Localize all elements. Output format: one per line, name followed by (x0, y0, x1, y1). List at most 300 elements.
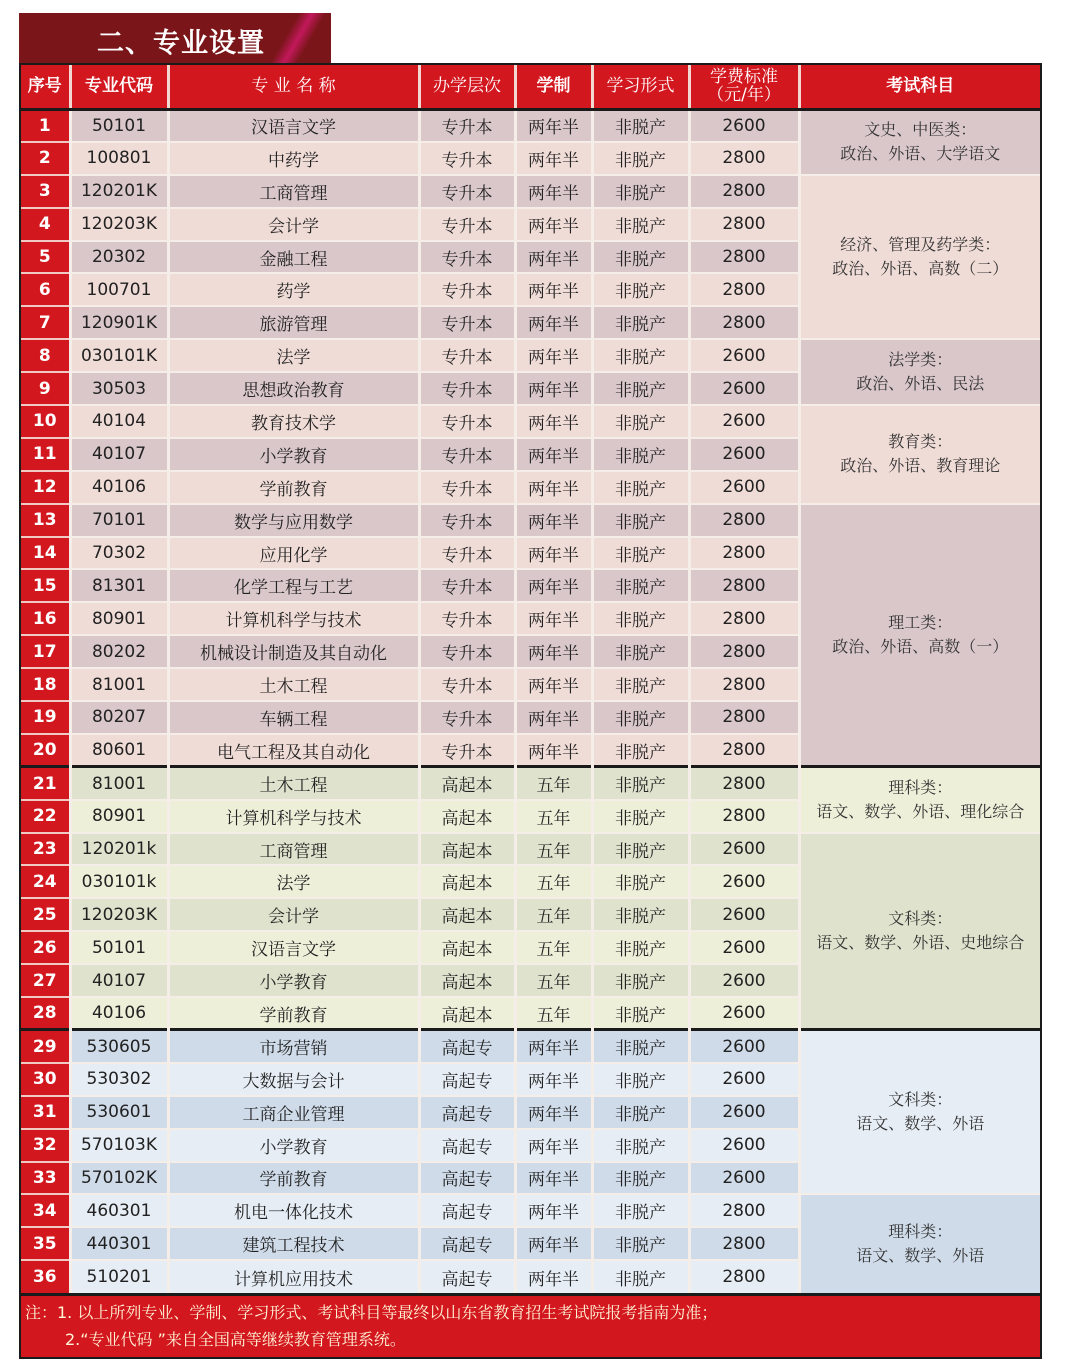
cell-form: 非脱产 (592, 701, 689, 734)
exam-category: 经济、管理及药学类： (840, 235, 1001, 254)
cell-level: 专升本 (419, 175, 515, 208)
cell-name: 思想政治教育 (168, 372, 419, 405)
exam-subjects: 政治、外语、大学语文 (840, 144, 1001, 164)
cell-name: 工商管理 (168, 175, 419, 208)
cell-code: 100701 (70, 273, 168, 306)
notes (21, 1293, 1040, 1357)
exam-category: 教育类： (888, 432, 953, 452)
exam-category: 文科类： (888, 1090, 953, 1110)
cell-seq: 35 (21, 1227, 70, 1260)
cell-fee: 2600 (689, 438, 799, 471)
table-row (21, 109, 1040, 142)
cell-code: 570102K (70, 1162, 168, 1195)
cell-level: 高起专 (419, 1194, 515, 1227)
cell-level: 专升本 (419, 471, 515, 504)
cell-code: 120203K (70, 898, 168, 931)
cell-fee: 2600 (689, 997, 799, 1030)
cell-name: 机电一体化技术 (168, 1194, 419, 1227)
cell-seq: 7 (21, 306, 70, 339)
cell-fee: 2800 (689, 504, 799, 537)
cell-seq: 13 (21, 504, 70, 537)
cell-duration: 两年半 (515, 1260, 592, 1293)
cell-seq: 25 (21, 898, 70, 931)
cell-code: 530601 (70, 1096, 168, 1129)
table-row (21, 833, 1040, 866)
cell-code: 80207 (70, 701, 168, 734)
cell-code: 50101 (70, 109, 168, 142)
cell-duration: 五年 (515, 865, 592, 898)
cell-fee: 2600 (689, 964, 799, 997)
cell-code: 80202 (70, 635, 168, 668)
cell-fee: 2600 (689, 1096, 799, 1129)
table-row (21, 339, 1040, 372)
cell-code: 50101 (70, 931, 168, 964)
majors-table-container (19, 63, 1042, 1359)
cell-seq: 15 (21, 569, 70, 602)
cell-seq: 5 (21, 241, 70, 274)
cell-duration: 两年半 (515, 372, 592, 405)
cell-code: 20302 (70, 241, 168, 274)
cell-name: 汉语言文学 (168, 109, 419, 142)
cell-seq: 4 (21, 208, 70, 241)
cell-seq: 3 (21, 175, 70, 208)
exam-subjects: 政治、外语、民法 (856, 374, 985, 394)
section-title-banner (19, 13, 331, 64)
cell-name: 工商企业管理 (168, 1096, 419, 1129)
cell-code: 30503 (70, 372, 168, 405)
cell-level: 高起专 (419, 1129, 515, 1162)
cell-name: 会计学 (168, 898, 419, 931)
cell-code: 40104 (70, 405, 168, 438)
cell-name: 计算机科学与技术 (168, 602, 419, 635)
cell-name: 法学 (168, 339, 419, 372)
cell-seq: 36 (21, 1260, 70, 1293)
cell-fee: 2800 (689, 701, 799, 734)
cell-fee: 2800 (689, 142, 799, 175)
cell-seq: 6 (21, 273, 70, 306)
cell-level: 高起本 (419, 833, 515, 866)
cell-form: 非脱产 (592, 438, 689, 471)
cell-name: 工商管理 (168, 833, 419, 866)
cell-form: 非脱产 (592, 734, 689, 767)
cell-seq: 32 (21, 1129, 70, 1162)
exam-subjects-cell (799, 1194, 1040, 1293)
cell-form: 非脱产 (592, 372, 689, 405)
header-fee: 学费标准 （元/年） (689, 65, 799, 109)
exam-subjects: 语文、数学、外语、史地综合 (816, 933, 1025, 953)
cell-fee: 2600 (689, 1129, 799, 1162)
exam-subjects-cell (799, 504, 1040, 767)
cell-name: 大数据与会计 (168, 1063, 419, 1096)
cell-name: 机械设计制造及其自动化 (168, 635, 419, 668)
exam-subjects-cell (799, 1030, 1040, 1194)
cell-level: 高起专 (419, 1096, 515, 1129)
cell-duration: 两年半 (515, 701, 592, 734)
exam-category: 理工类： (888, 613, 953, 632)
cell-fee: 2600 (689, 1030, 799, 1063)
cell-fee: 2600 (689, 1063, 799, 1096)
cell-name: 市场营销 (168, 1030, 419, 1063)
cell-fee: 2800 (689, 537, 799, 570)
cell-form: 非脱产 (592, 1162, 689, 1195)
cell-form: 非脱产 (592, 537, 689, 570)
cell-level: 专升本 (419, 569, 515, 602)
cell-level: 专升本 (419, 142, 515, 175)
cell-duration: 五年 (515, 833, 592, 866)
cell-name: 数学与应用数学 (168, 504, 419, 537)
cell-level: 专升本 (419, 372, 515, 405)
cell-seq: 14 (21, 537, 70, 570)
cell-seq: 27 (21, 964, 70, 997)
cell-duration: 两年半 (515, 471, 592, 504)
cell-form: 非脱产 (592, 1227, 689, 1260)
cell-fee: 2800 (689, 208, 799, 241)
exam-subjects: 政治、外语、教育理论 (840, 456, 1001, 476)
table-row (21, 175, 1040, 208)
cell-seq: 2 (21, 142, 70, 175)
cell-level: 专升本 (419, 668, 515, 701)
cell-form: 非脱产 (592, 569, 689, 602)
exam-subjects: 语文、数学、外语 (856, 1114, 985, 1134)
cell-name: 计算机应用技术 (168, 1260, 419, 1293)
exam-subjects-cell (799, 175, 1040, 339)
cell-name: 学前教育 (168, 997, 419, 1030)
cell-seq: 28 (21, 997, 70, 1030)
cell-level: 专升本 (419, 405, 515, 438)
header-level: 办学层次 (419, 65, 515, 109)
cell-code: 120201k (70, 833, 168, 866)
cell-seq: 12 (21, 471, 70, 504)
cell-duration: 两年半 (515, 438, 592, 471)
cell-form: 非脱产 (592, 800, 689, 833)
cell-level: 高起本 (419, 931, 515, 964)
cell-seq: 22 (21, 800, 70, 833)
header-form: 学习形式 (592, 65, 689, 109)
exam-subjects-cell (799, 405, 1040, 504)
cell-fee: 2800 (689, 767, 799, 800)
cell-code: 70302 (70, 537, 168, 570)
cell-form: 非脱产 (592, 273, 689, 306)
cell-name: 计算机科学与技术 (168, 800, 419, 833)
majors-table (21, 65, 1040, 1293)
cell-name: 电气工程及其自动化 (168, 734, 419, 767)
cell-form: 非脱产 (592, 1129, 689, 1162)
cell-seq: 20 (21, 734, 70, 767)
cell-seq: 19 (21, 701, 70, 734)
cell-code: 70101 (70, 504, 168, 537)
cell-level: 高起专 (419, 1260, 515, 1293)
cell-duration: 两年半 (515, 1063, 592, 1096)
cell-form: 非脱产 (592, 1194, 689, 1227)
cell-fee: 2600 (689, 339, 799, 372)
cell-seq: 30 (21, 1063, 70, 1096)
cell-fee: 2600 (689, 405, 799, 438)
cell-duration: 五年 (515, 964, 592, 997)
exam-subjects: 语文、数学、外语、理化综合 (816, 801, 1025, 821)
cell-form: 非脱产 (592, 504, 689, 537)
cell-seq: 23 (21, 833, 70, 866)
cell-name: 药学 (168, 273, 419, 306)
cell-code: 81001 (70, 668, 168, 701)
cell-duration: 两年半 (515, 175, 592, 208)
cell-code: 40106 (70, 997, 168, 1030)
cell-fee: 2600 (689, 109, 799, 142)
cell-level: 专升本 (419, 635, 515, 668)
cell-form: 非脱产 (592, 668, 689, 701)
cell-code: 460301 (70, 1194, 168, 1227)
cell-fee: 2800 (689, 602, 799, 635)
cell-seq: 16 (21, 602, 70, 635)
cell-name: 金融工程 (168, 241, 419, 274)
cell-form: 非脱产 (592, 997, 689, 1030)
cell-seq: 17 (21, 635, 70, 668)
cell-code: 81301 (70, 569, 168, 602)
cell-form: 非脱产 (592, 405, 689, 438)
exam-category: 理科类： (888, 777, 953, 797)
cell-form: 非脱产 (592, 109, 689, 142)
cell-name: 应用化学 (168, 537, 419, 570)
cell-level: 高起专 (419, 1162, 515, 1195)
cell-level: 专升本 (419, 339, 515, 372)
cell-form: 非脱产 (592, 865, 689, 898)
cell-seq: 1 (21, 109, 70, 142)
cell-name: 小学教育 (168, 438, 419, 471)
cell-form: 非脱产 (592, 1063, 689, 1096)
cell-form: 非脱产 (592, 175, 689, 208)
cell-fee: 2800 (689, 306, 799, 339)
cell-fee: 2800 (689, 569, 799, 602)
cell-level: 高起本 (419, 997, 515, 1030)
cell-level: 高起本 (419, 964, 515, 997)
exam-category: 文科类： (888, 909, 953, 929)
cell-form: 非脱产 (592, 602, 689, 635)
cell-code: 80601 (70, 734, 168, 767)
header-code: 专业代码 (70, 65, 168, 109)
cell-duration: 两年半 (515, 635, 592, 668)
cell-duration: 两年半 (515, 339, 592, 372)
header-duration: 学制 (515, 65, 592, 109)
cell-seq: 31 (21, 1096, 70, 1129)
cell-name: 建筑工程技术 (168, 1227, 419, 1260)
cell-name: 化学工程与工艺 (168, 569, 419, 602)
cell-duration: 两年半 (515, 142, 592, 175)
cell-duration: 两年半 (515, 1030, 592, 1063)
cell-duration: 两年半 (515, 208, 592, 241)
exam-subjects-cell (799, 767, 1040, 833)
cell-duration: 两年半 (515, 109, 592, 142)
cell-fee: 2800 (689, 734, 799, 767)
cell-fee: 2800 (689, 800, 799, 833)
cell-level: 高起专 (419, 1030, 515, 1063)
exam-subjects-cell (799, 833, 1040, 1030)
cell-name: 中药学 (168, 142, 419, 175)
cell-level: 高起本 (419, 767, 515, 800)
header-name: 专 业 名 称 (168, 65, 419, 109)
cell-level: 高起专 (419, 1063, 515, 1096)
cell-fee: 2600 (689, 898, 799, 931)
cell-duration: 两年半 (515, 668, 592, 701)
cell-seq: 8 (21, 339, 70, 372)
cell-code: 40107 (70, 964, 168, 997)
cell-duration: 两年半 (515, 1129, 592, 1162)
cell-duration: 五年 (515, 931, 592, 964)
cell-code: 120201K (70, 175, 168, 208)
cell-form: 非脱产 (592, 964, 689, 997)
cell-level: 专升本 (419, 306, 515, 339)
cell-form: 非脱产 (592, 1096, 689, 1129)
table-row (21, 1030, 1040, 1063)
cell-code: 40107 (70, 438, 168, 471)
cell-seq: 24 (21, 865, 70, 898)
exam-subjects-cell (799, 109, 1040, 175)
cell-form: 非脱产 (592, 1260, 689, 1293)
note-1: 注：1. 以上所列专业、学制、学习形式、考试科目等最终以山东省教育招生考试院报考指南为准； (25, 1303, 718, 1323)
exam-category: 法学类： (888, 350, 953, 370)
cell-duration: 五年 (515, 898, 592, 931)
cell-code: 530605 (70, 1030, 168, 1063)
cell-duration: 五年 (515, 800, 592, 833)
cell-duration: 两年半 (515, 602, 592, 635)
cell-form: 非脱产 (592, 142, 689, 175)
cell-duration: 两年半 (515, 405, 592, 438)
cell-seq: 9 (21, 372, 70, 405)
cell-seq: 21 (21, 767, 70, 800)
cell-duration: 两年半 (515, 1162, 592, 1195)
cell-code: 80901 (70, 602, 168, 635)
cell-seq: 11 (21, 438, 70, 471)
cell-seq: 29 (21, 1030, 70, 1063)
cell-level: 高起本 (419, 800, 515, 833)
cell-form: 非脱产 (592, 931, 689, 964)
cell-name: 土木工程 (168, 668, 419, 701)
cell-name: 法学 (168, 865, 419, 898)
cell-name: 旅游管理 (168, 306, 419, 339)
cell-level: 专升本 (419, 438, 515, 471)
cell-code: 100801 (70, 142, 168, 175)
cell-level: 专升本 (419, 241, 515, 274)
cell-name: 学前教育 (168, 1162, 419, 1195)
exam-category: 文史、中医类： (864, 120, 977, 140)
cell-duration: 两年半 (515, 306, 592, 339)
exam-subjects: 政治、外语、高数（一） (832, 637, 1009, 656)
cell-seq: 26 (21, 931, 70, 964)
cell-fee: 2600 (689, 833, 799, 866)
cell-fee: 2600 (689, 865, 799, 898)
header-exam: 考试科目 (799, 65, 1040, 109)
cell-duration: 两年半 (515, 1194, 592, 1227)
cell-fee: 2800 (689, 175, 799, 208)
cell-code: 440301 (70, 1227, 168, 1260)
cell-form: 非脱产 (592, 1030, 689, 1063)
cell-form: 非脱产 (592, 339, 689, 372)
cell-name: 车辆工程 (168, 701, 419, 734)
cell-fee: 2800 (689, 1260, 799, 1293)
exam-subjects: 语文、数学、外语 (856, 1246, 985, 1266)
cell-form: 非脱产 (592, 471, 689, 504)
cell-name: 小学教育 (168, 1129, 419, 1162)
cell-duration: 两年半 (515, 537, 592, 570)
cell-fee: 2600 (689, 1162, 799, 1195)
cell-seq: 10 (21, 405, 70, 438)
cell-name: 小学教育 (168, 964, 419, 997)
table-header-row (21, 65, 1040, 109)
cell-code: 80901 (70, 800, 168, 833)
exam-category: 理科类： (888, 1222, 953, 1242)
cell-name: 会计学 (168, 208, 419, 241)
table-row (21, 767, 1040, 800)
cell-level: 专升本 (419, 734, 515, 767)
cell-level: 专升本 (419, 504, 515, 537)
cell-form: 非脱产 (592, 306, 689, 339)
cell-fee: 2800 (689, 1194, 799, 1227)
table-row (21, 405, 1040, 438)
cell-seq: 34 (21, 1194, 70, 1227)
cell-code: 81001 (70, 767, 168, 800)
cell-level: 专升本 (419, 602, 515, 635)
cell-fee: 2800 (689, 241, 799, 274)
cell-level: 高起本 (419, 865, 515, 898)
cell-duration: 两年半 (515, 1096, 592, 1129)
cell-code: 570103K (70, 1129, 168, 1162)
cell-duration: 五年 (515, 767, 592, 800)
cell-name: 教育技术学 (168, 405, 419, 438)
table-row (21, 504, 1040, 537)
cell-code: 40106 (70, 471, 168, 504)
cell-form: 非脱产 (592, 208, 689, 241)
cell-code: 510201 (70, 1260, 168, 1293)
cell-code: 030101k (70, 865, 168, 898)
cell-duration: 两年半 (515, 569, 592, 602)
cell-seq: 18 (21, 668, 70, 701)
cell-duration: 两年半 (515, 1227, 592, 1260)
cell-code: 120901K (70, 306, 168, 339)
exam-subjects-cell (799, 339, 1040, 405)
cell-duration: 两年半 (515, 734, 592, 767)
cell-fee: 2800 (689, 635, 799, 668)
cell-seq: 33 (21, 1162, 70, 1195)
cell-duration: 五年 (515, 997, 592, 1030)
table-row (21, 1194, 1040, 1227)
cell-code: 030101K (70, 339, 168, 372)
cell-form: 非脱产 (592, 635, 689, 668)
cell-fee: 2800 (689, 1227, 799, 1260)
cell-form: 非脱产 (592, 898, 689, 931)
note-2: 2.“专业代码 ”来自全国高等继续教育管理系统。 (65, 1330, 406, 1350)
cell-name: 学前教育 (168, 471, 419, 504)
cell-level: 专升本 (419, 109, 515, 142)
cell-form: 非脱产 (592, 833, 689, 866)
cell-code: 120203K (70, 208, 168, 241)
cell-code: 530302 (70, 1063, 168, 1096)
cell-fee: 2600 (689, 931, 799, 964)
cell-level: 专升本 (419, 208, 515, 241)
cell-level: 专升本 (419, 273, 515, 306)
cell-name: 土木工程 (168, 767, 419, 800)
cell-level: 专升本 (419, 701, 515, 734)
cell-duration: 两年半 (515, 241, 592, 274)
cell-name: 汉语言文学 (168, 931, 419, 964)
cell-duration: 两年半 (515, 273, 592, 306)
cell-level: 高起专 (419, 1227, 515, 1260)
exam-subjects: 政治、外语、高数（二） (832, 259, 1009, 278)
cell-form: 非脱产 (592, 767, 689, 800)
cell-duration: 两年半 (515, 504, 592, 537)
cell-fee: 2800 (689, 668, 799, 701)
section-title: 二、专业设置 (97, 28, 265, 59)
cell-level: 专升本 (419, 537, 515, 570)
cell-form: 非脱产 (592, 241, 689, 274)
cell-level: 高起本 (419, 898, 515, 931)
